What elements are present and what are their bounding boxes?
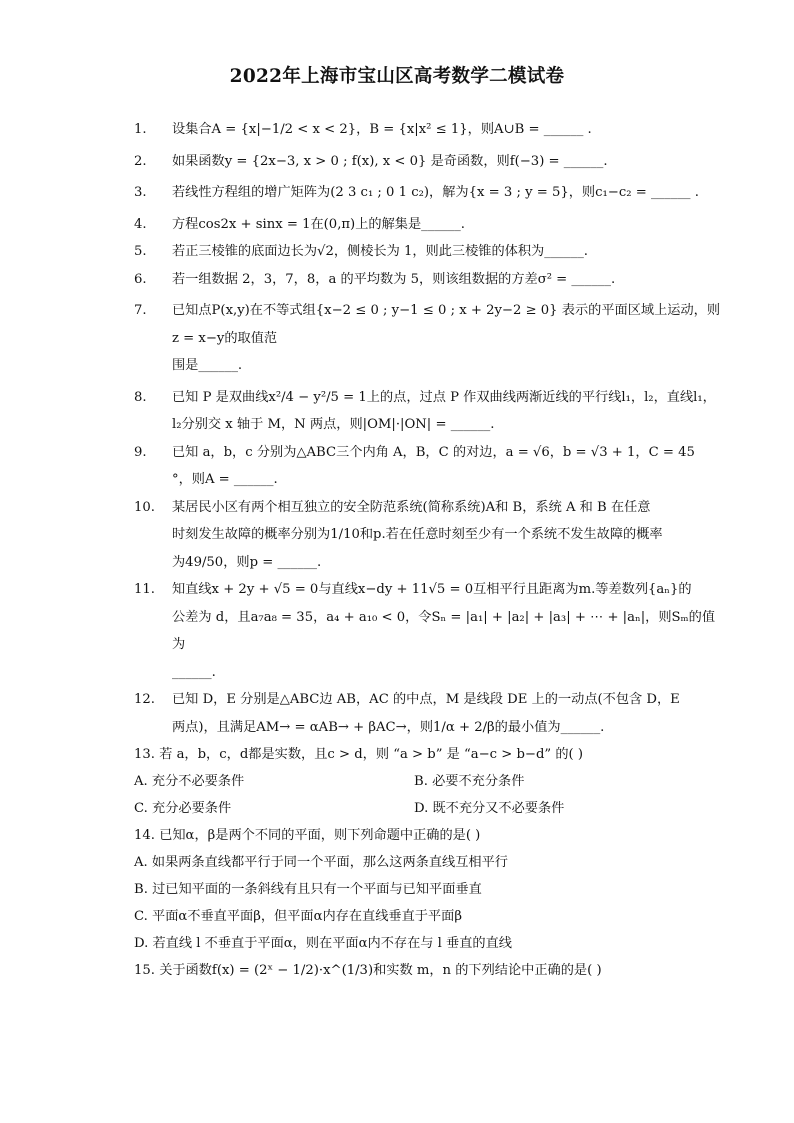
question-text: 某居民小区有两个相互独立的安全防范系统(简称系统)A和 B，系统 A 和 B 在任意 xyxy=(172,499,651,515)
question-1 xyxy=(134,116,724,144)
question-13 xyxy=(134,741,734,768)
question-text: 若线性方程组的增广矩阵为(2 3 c₁ ; 0 1 c₂)，解为{x = 3 ; y = 5}，则c₁−c₂ = ______ . xyxy=(172,185,699,200)
question-text: 已知点P(x,y)在不等式组{x−2 ≤ 0 ; y−1 ≤ 0 ; x + 2y−2 ≥ 0} 表示的平面区域上运动，则z = x−y的取值范 xyxy=(172,303,721,346)
question-text: 为49/50，则p = ______. xyxy=(172,554,322,570)
question-5 xyxy=(134,238,724,266)
question-text: 公差为 d，且a₇a₈ = 35，a₄ + a₁₀ < 0，令Sₙ = |a₁| + |a₂| + |a₃| + ⋯ + |aₙ|，则Sₘ的值为 xyxy=(172,609,716,652)
question-text: 已知α，β是两个不同的平面，则下列命题中正确的是( ) xyxy=(159,828,481,843)
question-text: 围是______. xyxy=(172,358,243,373)
question-6 xyxy=(134,266,724,294)
question-number: 6. xyxy=(134,271,147,287)
question-12 xyxy=(134,686,724,741)
question-number: 9. xyxy=(134,444,147,460)
option-d[interactable]: D. 既不充分又不必要条件 xyxy=(414,801,565,816)
question-text: 若 a，b，c，d都是实数，且c > d，则 “a > b” 是 “a−c > b−d” 的( ) xyxy=(159,747,584,762)
fill-in-questions xyxy=(60,116,734,741)
question-10 xyxy=(134,494,724,577)
question-text: ______. xyxy=(172,664,216,680)
multiple-choice-questions xyxy=(60,741,734,984)
question-text: 方程cos2x + sinx = 1在(0,π)上的解集是______. xyxy=(172,216,465,232)
question-14-options xyxy=(134,849,734,957)
question-text: 已知 D，E 分别是△ABC边 AB，AC 的中点，M 是线段 DE 上的一动点(不包含 D，E xyxy=(172,692,680,707)
question-number: 10. xyxy=(134,499,155,515)
question-number: 5. xyxy=(134,244,147,259)
question-text: 知直线x + 2y + √5 = 0与直线x−dy + 11√5 = 0互相平行且距离为m.等差数列{aₙ}的 xyxy=(172,582,692,597)
option-c[interactable]: C. 充分必要条件 xyxy=(134,801,232,816)
question-text: 两点)，且满足AM→ = αAB→ + βAC→，则1/α + 2/β的最小值为______. xyxy=(172,719,605,735)
option-a[interactable]: A. 充分不必要条件 xyxy=(134,774,245,789)
question-text: °，则A = ______. xyxy=(172,472,278,487)
option-a[interactable]: A. 如果两条直线都平行于同一个平面，那么这两条直线互相平行 xyxy=(134,855,508,870)
question-number: 1. xyxy=(134,122,147,137)
question-15 xyxy=(134,957,734,984)
question-4 xyxy=(134,211,724,239)
question-text: 若一组数据 2，3，7，8，a 的平均数为 5，则该组数据的方差σ² = ______. xyxy=(172,271,616,287)
exam-title: 2022年上海市宝山区高考数学二模试卷 xyxy=(229,66,565,87)
question-number: 13. xyxy=(134,747,155,762)
question-text: 若正三棱锥的底面边长为√2，侧棱长为 1，则此三棱锥的体积为______. xyxy=(172,244,589,259)
option-c[interactable]: C. 平面α不垂直平面β，但平面α内存在直线垂直于平面β xyxy=(134,909,462,924)
option-b[interactable]: B. 过已知平面的一条斜线有且只有一个平面与已知平面垂直 xyxy=(134,882,482,897)
question-number: 8. xyxy=(134,389,147,405)
question-number: 4. xyxy=(134,216,147,232)
option-d[interactable]: D. 若直线 l 不垂直于平面α，则在平面α内不存在与 l 垂直的直线 xyxy=(134,936,512,951)
question-9 xyxy=(134,439,724,494)
option-b[interactable]: B. 必要不充分条件 xyxy=(414,774,525,789)
question-number: 14. xyxy=(134,828,155,843)
question-text: 已知 a，b，c 分别为△ABC三个内角 A，B，C 的对边，a = √6，b = √3 + 1，C = 45 xyxy=(172,444,695,460)
question-text: 如果函数y = {2x−3, x > 0 ; f(x), x < 0} 是奇函数，则f(−3) = ______. xyxy=(172,153,608,169)
question-number: 3. xyxy=(134,185,147,200)
question-11 xyxy=(134,576,724,686)
question-number: 12. xyxy=(134,692,155,707)
question-number: 15. xyxy=(134,963,155,978)
question-7 xyxy=(134,297,724,380)
question-3 xyxy=(134,179,724,207)
question-text: 时刻发生故障的概率分别为1/10和p.若在任意时刻至少有一个系统不发生故障的概率 xyxy=(172,527,663,542)
question-text: 已知 P 是双曲线x²/4 − y²/5 = 1上的点，过点 P 作双曲线两渐近线的平行线l₁，l₂，直线l₁， xyxy=(172,389,716,405)
question-8 xyxy=(134,384,724,439)
question-14 xyxy=(134,822,734,849)
question-text: 设集合A = {x|−1/2 < x < 2}，B = {x|x² ≤ 1}，则A∪B = ______ . xyxy=(172,122,592,137)
question-text: l₂分别交 x 轴于 M，N 两点，则|OM|·|ON| = ______. xyxy=(172,417,495,432)
question-number: 2. xyxy=(134,153,147,169)
question-number: 7. xyxy=(134,303,147,318)
question-13-options xyxy=(134,768,734,822)
question-2 xyxy=(134,148,724,176)
question-text: 关于函数f(x) = (2ˣ − 1/2)·x^(1/3)和实数 m，n 的下列结论中正确的是( ) xyxy=(159,963,602,978)
question-number: 11. xyxy=(134,582,155,597)
